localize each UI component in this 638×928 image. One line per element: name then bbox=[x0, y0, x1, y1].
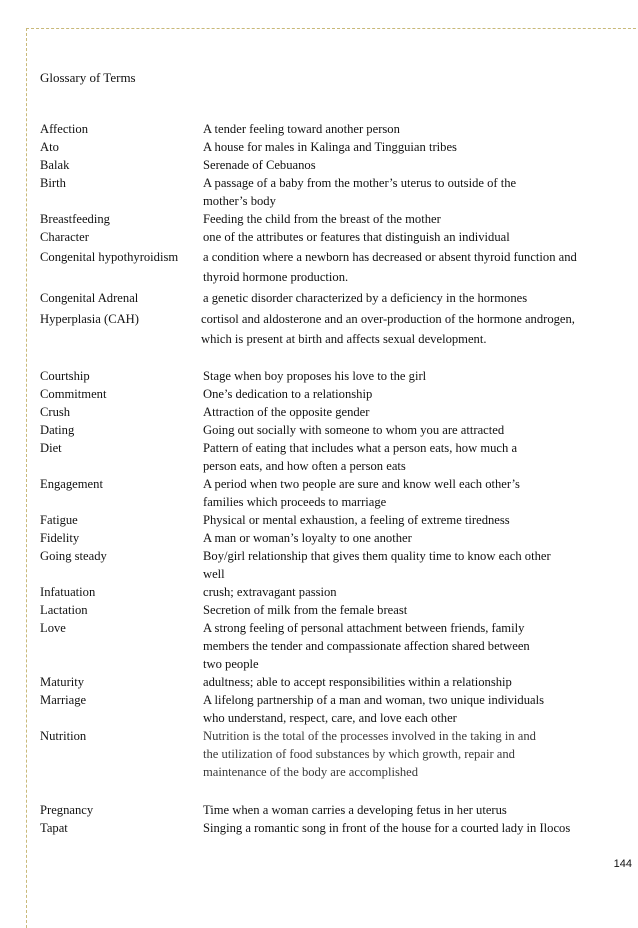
definition-line: Boy/girl relationship that gives them quality time to know each other bbox=[203, 549, 551, 563]
glossary-entry bbox=[40, 547, 620, 583]
glossary-entry bbox=[40, 174, 620, 210]
glossary-definition bbox=[203, 547, 620, 583]
glossary-entry bbox=[40, 511, 620, 529]
glossary-definition bbox=[203, 228, 620, 246]
glossary-entry bbox=[40, 619, 620, 673]
glossary-entry bbox=[40, 367, 620, 385]
definition-line: which is present at birth and affects sexual development. bbox=[201, 332, 487, 346]
glossary-definition bbox=[203, 727, 620, 781]
glossary-term: Crush bbox=[40, 405, 71, 419]
definition-line: a genetic disorder characterized by a deficiency in the hormones bbox=[203, 291, 528, 305]
definition-line: the utilization of food substances by which growth, repair and bbox=[203, 747, 515, 761]
glossary-entry bbox=[40, 819, 620, 837]
definition-line: adultness; able to accept responsibilities within a relationship bbox=[203, 675, 512, 689]
glossary-entry bbox=[40, 210, 620, 228]
glossary-definition bbox=[201, 309, 620, 349]
definition-line: A man or woman’s loyalty to one another bbox=[203, 531, 412, 545]
glossary-term: Dating bbox=[40, 423, 75, 437]
definition-line: one of the attributes or features that distinguish an individual bbox=[203, 230, 510, 244]
definition-line: One’s dedication to a relationship bbox=[203, 387, 373, 401]
definition-line: Serenade of Cebuanos bbox=[203, 158, 316, 172]
glossary-definition bbox=[203, 511, 620, 529]
definition-line: A strong feeling of personal attachment between friends, family bbox=[203, 621, 525, 635]
glossary-term: Breastfeeding bbox=[40, 212, 110, 226]
glossary-term: Balak bbox=[40, 158, 70, 172]
glossary-definition bbox=[203, 174, 620, 210]
definition-line: mother’s body bbox=[203, 194, 276, 208]
glossary-definition bbox=[203, 421, 620, 439]
definition-line: Going out socially with someone to whom you are attracted bbox=[203, 423, 505, 437]
glossary-term: Hyperplasia (CAH) bbox=[40, 312, 139, 326]
glossary-definition bbox=[203, 691, 620, 727]
glossary-definition bbox=[203, 583, 620, 601]
glossary-entry bbox=[40, 138, 620, 156]
glossary-entry bbox=[40, 309, 620, 349]
glossary-term: Ato bbox=[40, 140, 59, 154]
glossary-term: Tapat bbox=[40, 821, 68, 835]
glossary-term: Infatuation bbox=[40, 585, 96, 599]
glossary-definition bbox=[203, 385, 620, 403]
glossary-definition bbox=[203, 138, 620, 156]
glossary-entry bbox=[40, 673, 620, 691]
glossary-definition bbox=[203, 403, 620, 421]
glossary-entry bbox=[40, 727, 620, 781]
definition-line: Attraction of the opposite gender bbox=[203, 405, 370, 419]
definition-line: Singing a romantic song in front of the house for a courted lady in Ilocos bbox=[203, 821, 571, 835]
definition-line: A tender feeling toward another person bbox=[203, 122, 400, 136]
glossary-definition bbox=[203, 210, 620, 228]
glossary-term: Character bbox=[40, 230, 89, 244]
glossary-entry bbox=[40, 439, 620, 475]
glossary-entry bbox=[40, 583, 620, 601]
glossary-definition bbox=[203, 439, 620, 475]
glossary-term: Fatigue bbox=[40, 513, 78, 527]
definition-line: A house for males in Kalinga and Tingguian tribes bbox=[203, 140, 457, 154]
definition-line: Feeding the child from the breast of the mother bbox=[203, 212, 441, 226]
glossary-entry bbox=[40, 601, 620, 619]
definition-line: members the tender and compassionate affection shared between bbox=[203, 639, 530, 653]
definition-line: crush; extravagant passion bbox=[203, 585, 337, 599]
definition-line: A period when two people are sure and know well each other’s bbox=[203, 477, 520, 491]
glossary-definition bbox=[203, 801, 620, 819]
glossary-definition bbox=[203, 819, 620, 837]
glossary-entry bbox=[40, 529, 620, 547]
definition-line: Nutrition is the total of the processes involved in the taking in and bbox=[203, 729, 536, 743]
glossary-term: Birth bbox=[40, 176, 66, 190]
definition-line: Secretion of milk from the female breast bbox=[203, 603, 408, 617]
definition-line: maintenance of the body are accomplished bbox=[203, 765, 419, 779]
glossary-term: Pregnancy bbox=[40, 803, 94, 817]
glossary-term: Lactation bbox=[40, 603, 88, 617]
glossary-definition bbox=[203, 673, 620, 691]
glossary-term: Marriage bbox=[40, 693, 87, 707]
glossary-entry bbox=[40, 156, 620, 174]
definition-line: Pattern of eating that includes what a person eats, how much a bbox=[203, 441, 518, 455]
glossary-term: Congenital hypothyroidism bbox=[40, 250, 179, 264]
definition-line: A lifelong partnership of a man and woman, two unique individuals bbox=[203, 693, 545, 707]
glossary-definition bbox=[203, 475, 620, 511]
glossary-list bbox=[40, 120, 620, 837]
definition-line: Time when a woman carries a developing fetus in her uterus bbox=[203, 803, 507, 817]
glossary-definition bbox=[203, 247, 620, 287]
definition-line: who understand, respect, care, and love each other bbox=[203, 711, 457, 725]
glossary-entry bbox=[40, 691, 620, 727]
glossary-term: Diet bbox=[40, 441, 62, 455]
glossary-term: Courtship bbox=[40, 369, 90, 383]
glossary-term: Fidelity bbox=[40, 531, 80, 545]
definition-line: well bbox=[203, 567, 225, 581]
definition-line: Stage when boy proposes his love to the girl bbox=[203, 369, 427, 383]
glossary-entry bbox=[40, 801, 620, 819]
glossary-entry bbox=[40, 228, 620, 246]
definition-line: a condition where a newborn has decreased or absent thyroid function and bbox=[203, 250, 577, 264]
glossary-term: Commitment bbox=[40, 387, 107, 401]
glossary-entry bbox=[40, 403, 620, 421]
definition-line: thyroid hormone production. bbox=[203, 270, 349, 284]
definition-line: cortisol and aldosterone and an over-production of the hormone androgen, bbox=[201, 312, 575, 326]
definition-line: person eats, and how often a person eats bbox=[203, 459, 406, 473]
glossary-entry bbox=[40, 421, 620, 439]
definition-line: families which proceeds to marriage bbox=[203, 495, 387, 509]
glossary-definition bbox=[203, 288, 620, 308]
glossary-entry bbox=[40, 288, 620, 308]
glossary-term: Affection bbox=[40, 122, 89, 136]
glossary-definition bbox=[203, 156, 620, 174]
glossary-entry bbox=[40, 385, 620, 403]
glossary-definition bbox=[203, 601, 620, 619]
glossary-entry bbox=[40, 120, 620, 138]
glossary-term: Congenital Adrenal bbox=[40, 291, 139, 305]
definition-line: A passage of a baby from the mother’s uterus to outside of the bbox=[203, 176, 517, 190]
glossary-definition bbox=[203, 367, 620, 385]
page-number: 144 bbox=[613, 858, 632, 870]
glossary-term: Love bbox=[40, 621, 66, 635]
glossary-term: Nutrition bbox=[40, 729, 87, 743]
glossary-definition bbox=[203, 529, 620, 547]
glossary-entry bbox=[40, 475, 620, 511]
definition-line: two people bbox=[203, 657, 259, 671]
glossary-definition bbox=[203, 120, 620, 138]
glossary-term: Engagement bbox=[40, 477, 103, 491]
glossary-entry bbox=[40, 247, 620, 287]
definition-line: Physical or mental exhaustion, a feeling of extreme tiredness bbox=[203, 513, 510, 527]
glossary-term: Maturity bbox=[40, 675, 85, 689]
glossary-term: Going steady bbox=[40, 549, 107, 563]
glossary-definition bbox=[203, 619, 620, 673]
page-title: Glossary of Terms bbox=[40, 70, 136, 85]
